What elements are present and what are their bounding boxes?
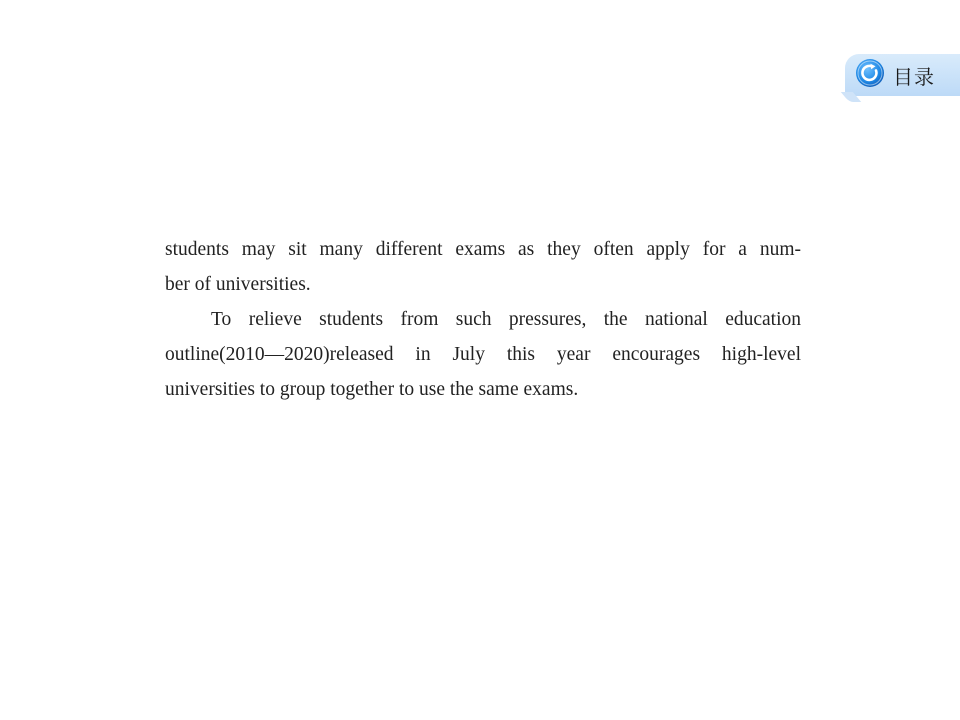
passage-line: universities to group together to use the same exams. xyxy=(165,379,579,400)
passage-line: ber of universities. xyxy=(165,274,311,295)
passage xyxy=(165,232,801,407)
toc-button[interactable] xyxy=(845,54,960,96)
circular-arrow-icon xyxy=(855,58,885,88)
passage-line: outline(2010—2020)released in July this year encourages high-level xyxy=(165,344,801,365)
toc-label: 目录 xyxy=(893,65,935,89)
passage-line: students may sit many different exams as they often apply for a num- xyxy=(165,239,801,260)
passage-line: To relieve students from such pressures, the national education xyxy=(211,309,801,330)
